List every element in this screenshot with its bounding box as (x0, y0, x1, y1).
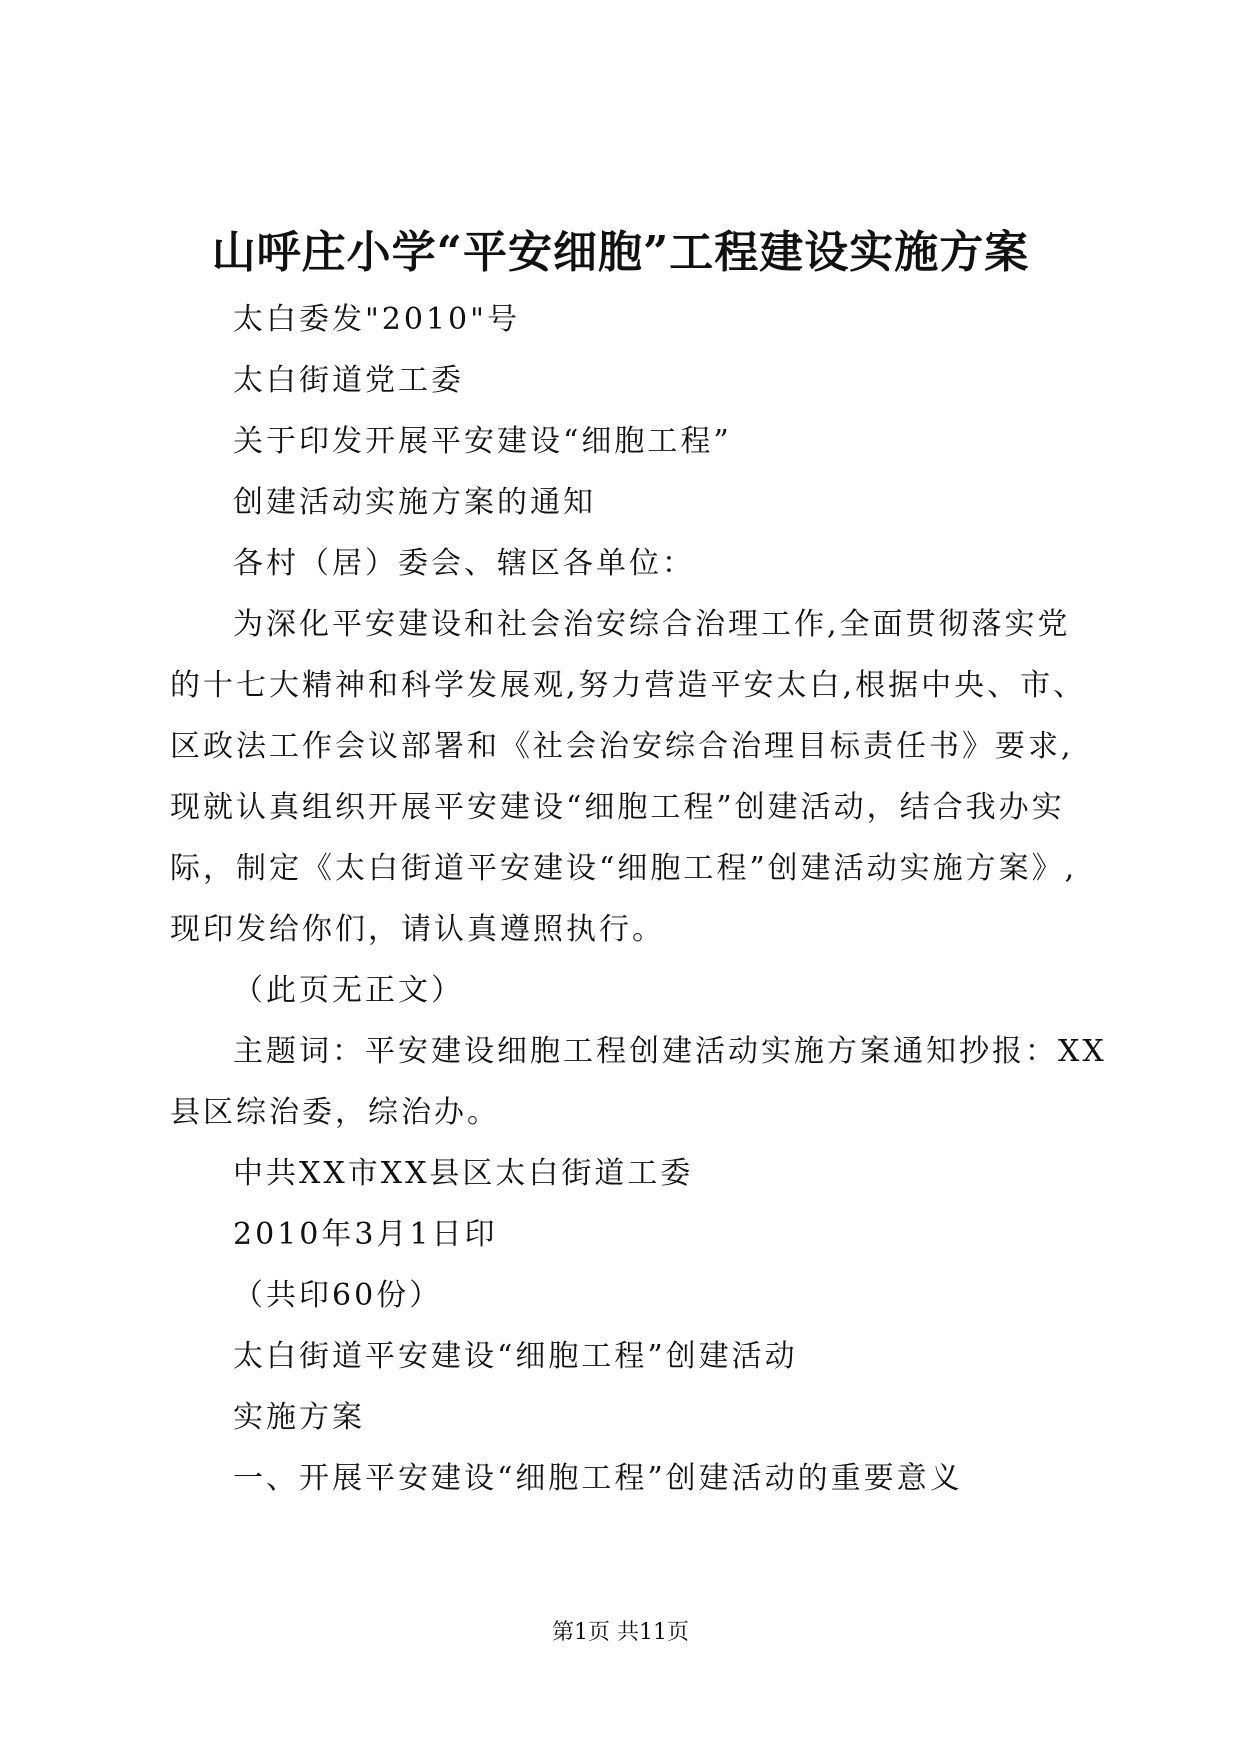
print-count: （共印60份） (233, 1278, 443, 1313)
section-heading: 一、开展平安建设“细胞工程”创建活动的重要意义 (233, 1461, 963, 1496)
issuing-organization: 太白街道党工委 (233, 363, 464, 398)
body-paragraph-line: 的十七大精神和科学发展观,努力营造平安太白,根据中央、市、 (170, 668, 1087, 703)
notice-title-line-2: 创建活动实施方案的通知 (233, 485, 596, 520)
document-number: 太白委发"2010"号 (233, 302, 520, 337)
body-paragraph-line: 现印发给你们，请认真遵照执行。 (170, 912, 665, 947)
body-paragraph-line: 区政法工作会议部署和《社会治安综合治理目标责任书》要求, (170, 729, 1074, 764)
body-paragraph-line: 现就认真组织开展平安建设“细胞工程”创建活动，结合我办实 (170, 790, 1065, 825)
document-title: 山呼庄小学“平安细胞”工程建设实施方案 (211, 227, 1030, 278)
plan-title-line-1: 太白街道平安建设“细胞工程”创建活动 (233, 1339, 798, 1374)
body-paragraph-line: 为深化平安建设和社会治安综合治理工作,全面贯彻落实党 (233, 607, 1071, 642)
issuer-name: 中共XX市XX县区太白街道工委 (233, 1156, 694, 1191)
body-paragraph-line: 际，制定《太白街道平安建设“细胞工程”创建活动实施方案》, (170, 851, 1078, 886)
page-footer: 第1页 共11页 (552, 1620, 689, 1645)
addressee: 各村（居）委会、辖区各单位： (233, 546, 695, 581)
subject-terms-line: 主题词：平安建设细胞工程创建活动实施方案通知抄报：XX (233, 1034, 1107, 1069)
no-text-note: （此页无正文） (233, 973, 464, 1008)
plan-title-line-2: 实施方案 (233, 1400, 365, 1435)
subject-terms-line: 县区综治委，综治办。 (170, 1095, 500, 1130)
notice-title-line-1: 关于印发开展平安建设“细胞工程” (233, 424, 732, 459)
print-date: 2010年3月1日印 (233, 1217, 498, 1252)
